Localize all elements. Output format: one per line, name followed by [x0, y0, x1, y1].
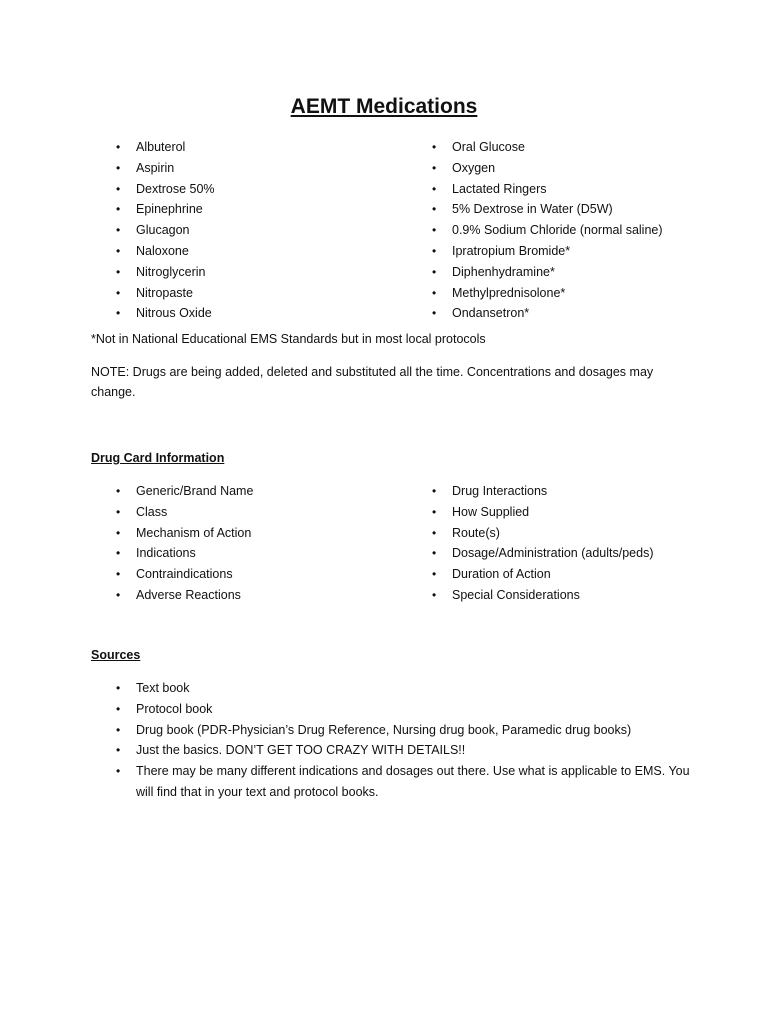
bullet-icon: • — [432, 223, 437, 238]
bullet-icon: • — [116, 743, 121, 758]
list-item: • Drug Interactions — [452, 481, 654, 502]
list-item: • Lactated Ringers — [452, 179, 663, 200]
bullet-icon: • — [432, 306, 437, 321]
note-paragraph: NOTE: Drugs are being added, deleted and substituted all the time. Concentrations and dosages may change. — [91, 365, 654, 399]
list-item: • There may be many different indications and dosages out there. Use what is applicable to EMS. You will find that in your text and protocol books. — [136, 761, 696, 803]
bullet-icon: • — [116, 181, 121, 196]
bullet-icon: • — [116, 722, 121, 737]
list-item: • Albuterol — [136, 137, 215, 158]
list-item: • Drug book (PDR-Physician’s Drug Reference, Nursing drug book, Paramedic drug books) — [136, 720, 696, 741]
medications-list-right — [432, 137, 663, 324]
bullet-icon: • — [116, 306, 121, 321]
bullet-icon: • — [116, 567, 121, 582]
list-item: • 5% Dextrose in Water (D5W) — [452, 199, 663, 220]
bullet-icon: • — [432, 525, 437, 540]
list-item: • Dosage/Administration (adults/peds) — [452, 543, 654, 564]
list-item: • Dextrose 50% — [136, 179, 215, 200]
bullet-icon: • — [116, 285, 121, 300]
bullet-icon: • — [116, 264, 121, 279]
list-item: • Adverse Reactions — [136, 585, 253, 606]
list-item: • Nitrous Oxide — [136, 303, 215, 324]
list-item: • Nitroglycerin — [136, 262, 215, 283]
list-item: • Ondansetron* — [452, 303, 663, 324]
bullet-icon: • — [432, 504, 437, 519]
bullet-icon: • — [116, 160, 121, 175]
bullet-icon: • — [432, 181, 437, 196]
bullet-icon: • — [116, 701, 121, 716]
list-item: • Special Considerations — [452, 585, 654, 606]
bullet-icon: • — [432, 202, 437, 217]
list-item: • Protocol book — [136, 699, 696, 720]
bullet-icon: • — [116, 546, 121, 561]
list-item: • Generic/Brand Name — [136, 481, 253, 502]
list-item: • Nitropaste — [136, 283, 215, 304]
bullet-icon: • — [432, 264, 437, 279]
list-item: • Just the basics. DON’T GET TOO CRAZY WITH DETAILS!! — [136, 740, 696, 761]
bullet-icon: • — [432, 484, 437, 498]
bullet-icon: • — [432, 546, 437, 561]
list-item: • Mechanism of Action — [136, 523, 253, 544]
list-item: • How Supplied — [452, 502, 654, 523]
list-item: • Epinephrine — [136, 199, 215, 220]
drug-card-heading: Drug Card Information — [91, 451, 225, 465]
bullet-icon: • — [116, 140, 121, 154]
list-item: • Indications — [136, 543, 253, 564]
bullet-icon: • — [432, 160, 437, 175]
sources-list — [116, 678, 696, 803]
bullet-icon: • — [116, 243, 121, 258]
bullet-icon: • — [116, 681, 121, 695]
medications-list-left — [116, 137, 215, 324]
bullet-icon: • — [116, 525, 121, 540]
bullet-icon: • — [116, 587, 121, 602]
bullet-icon: • — [116, 223, 121, 238]
list-item: • Naloxone — [136, 241, 215, 262]
list-item: • Glucagon — [136, 220, 215, 241]
list-item: • Oxygen — [452, 158, 663, 179]
list-item: • Route(s) — [452, 523, 654, 544]
bullet-icon: • — [432, 567, 437, 582]
list-item: • Methylprednisolone* — [452, 283, 663, 304]
list-item: • Duration of Action — [452, 564, 654, 585]
list-item: • Class — [136, 502, 253, 523]
list-item: • Diphenhydramine* — [452, 262, 663, 283]
bullet-icon: • — [116, 202, 121, 217]
bullet-icon: • — [116, 504, 121, 519]
list-item: • Ipratropium Bromide* — [452, 241, 663, 262]
footnote: *Not in National Educational EMS Standards but in most local protocols — [91, 332, 486, 346]
list-item: • Contraindications — [136, 564, 253, 585]
bullet-icon: • — [116, 764, 121, 779]
list-item: • Oral Glucose — [452, 137, 663, 158]
bullet-icon: • — [432, 140, 437, 154]
bullet-icon: • — [116, 484, 121, 498]
bullet-icon: • — [432, 243, 437, 258]
drug-card-list-left — [116, 481, 254, 606]
drug-card-list-right — [432, 481, 654, 606]
list-item: • 0.9% Sodium Chloride (normal saline) — [452, 220, 663, 241]
list-item: • Text book — [136, 678, 696, 699]
bullet-icon: • — [432, 587, 437, 602]
bullet-icon: • — [432, 285, 437, 300]
sources-heading: Sources — [91, 648, 141, 662]
list-item: • Aspirin — [136, 158, 215, 179]
page-title: AEMT Medications — [290, 95, 478, 118]
